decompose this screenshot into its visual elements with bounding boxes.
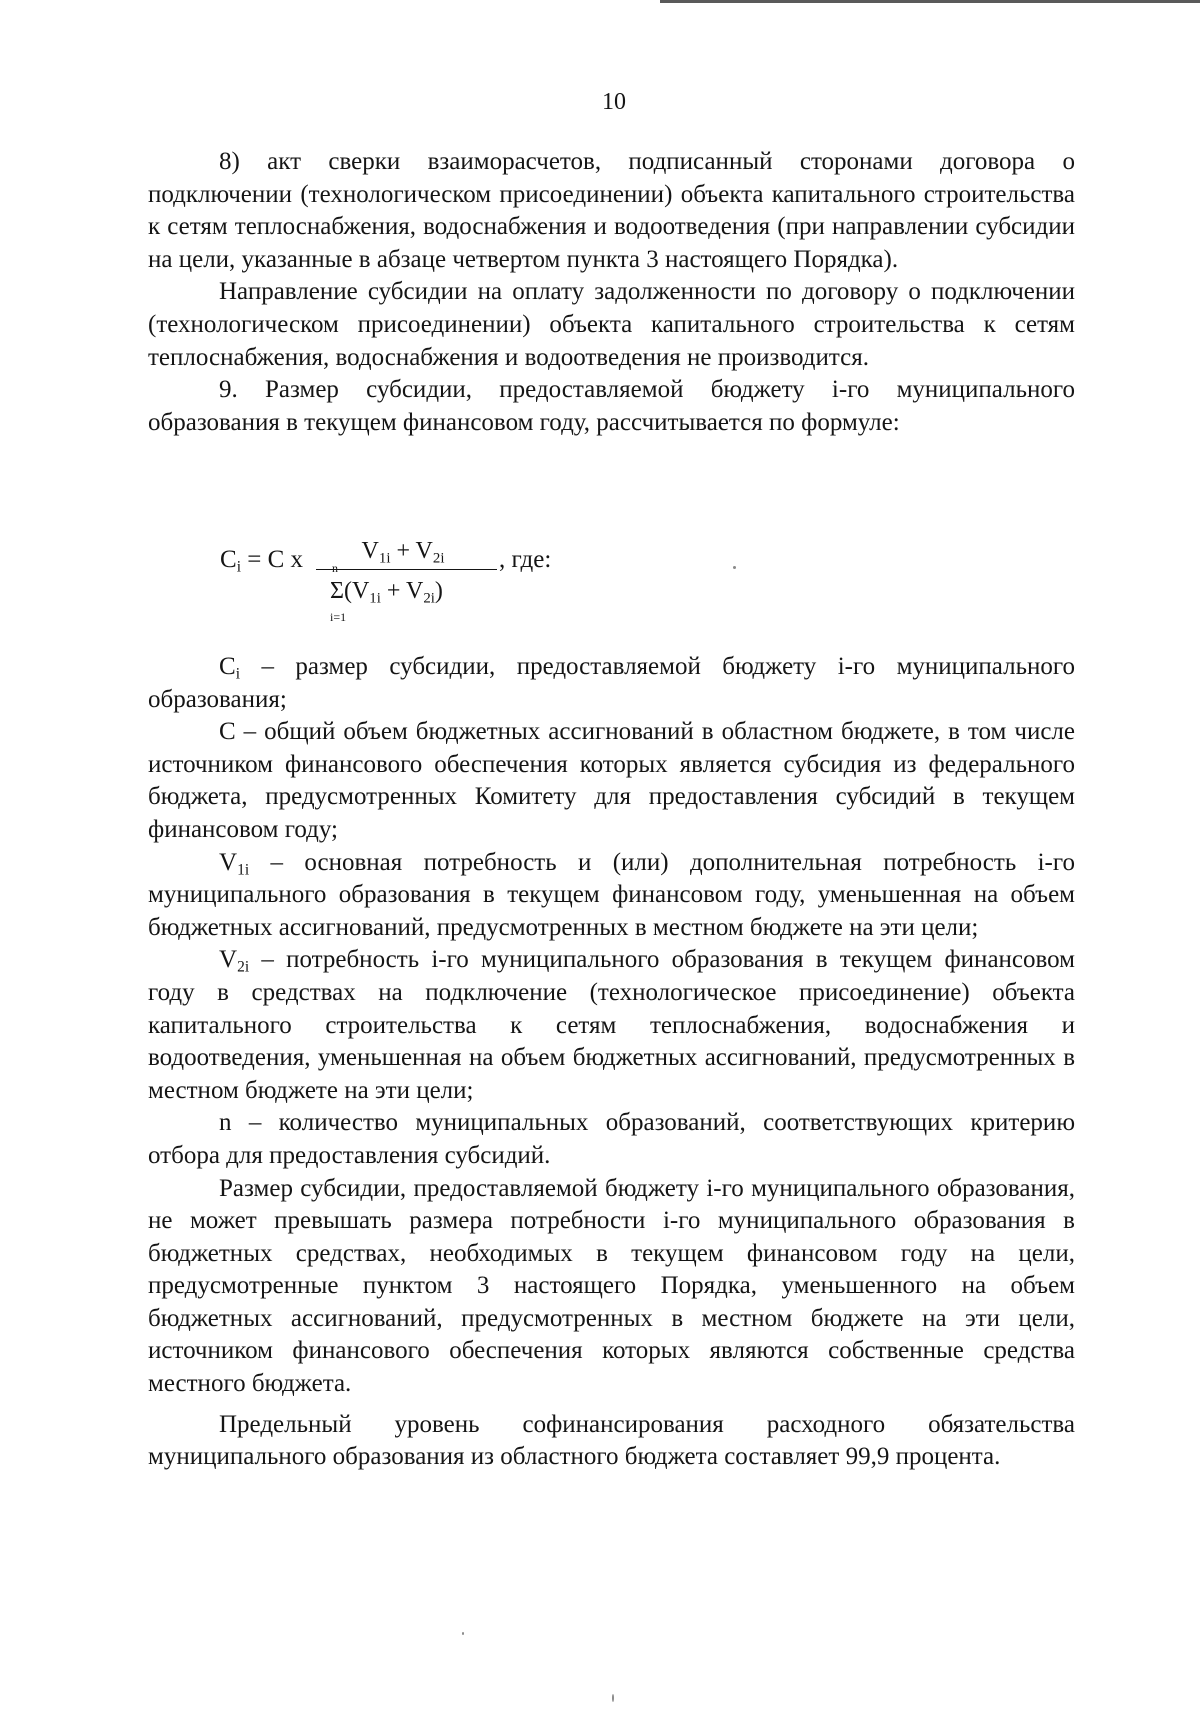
- body-text-top: [148, 146, 1075, 439]
- definition-n: n – количество муниципальных образований, соответствующих критерию отбора для предоставления субсидий.: [148, 1109, 1075, 1169]
- fraction-line: [316, 569, 497, 570]
- page-number: 10: [602, 89, 626, 115]
- definition-ci: $C_i$ – размер субсидии, предоставляемой бюджету i-го муниципального образования;: [148, 653, 1075, 713]
- scan-speck: [733, 566, 736, 569]
- sum-lower-limit: i=1: [330, 610, 347, 624]
- definition-v1i: $V_{1i}$ – основная потребность и (или) дополнительная потребность i-го муниципального образования в текущем финансовом году, уменьшенная на объем бюджетных ассигнований, предусмотренных в местном бюджете на эти цели;: [148, 848, 1075, 941]
- formula-where: , где:: [499, 546, 552, 573]
- formula-denominator: $\Sigma(V_{1i} + V_{2i})$: [330, 578, 443, 607]
- paragraph-item-8: 8) акт сверки взаиморасчетов, подписанный сторонами договора о подключении (технологическом присоединении) объекта капитального строительства к сетям теплоснабжения, водоснабжения и водоотведения (при направлении субсидии на цели, указанные в абзаце четвертом пункта 3 настоящего Порядка).: [148, 148, 1075, 273]
- paragraph-cofinancing-level: Предельный уровень софинансирования расходного обязательства муниципального образования из областного бюджета составляет 99,9 процента.: [148, 1410, 1075, 1471]
- subsidy-formula: [220, 538, 720, 628]
- body-text-definitions: [148, 651, 1075, 1474]
- paragraph-debt-note: Направление субсидии на оплату задолженности по договору о подключении (технологическом присоединении) объекта капитального строительства к сетям теплоснабжения, водоснабжения и водоотведения не производится.: [148, 278, 1075, 371]
- scan-speck: [612, 1694, 614, 1702]
- definition-v2i: $V_{2i}$ – потребность i-го муниципального образования в текущем финансовом году в средствах на подключение (технологическое присоединение) объекта капитального строительства к сетям теплоснабжения, водоснабжения и водоотведения, уменьшенная на объем бюджетных ассигнований, предусмотренных в местном бюджете на эти цели;: [148, 946, 1075, 1104]
- scan-speck: [462, 1632, 464, 1635]
- scan-edge-line: [660, 0, 1200, 3]
- formula-numerator: $V_{1i} + V_{2i}$: [361, 538, 445, 567]
- paragraph-item-9: 9. Размер субсидии, предоставляемой бюджету i-го муниципального образования в текущем финансовом году, рассчитывается по формуле:: [148, 376, 1075, 436]
- sigma-symbol: Σ: [330, 578, 344, 604]
- sum-upper-limit: n: [332, 561, 338, 575]
- formula-lhs: $C_i = C$ x: [220, 546, 304, 576]
- definition-c: С – общий объем бюджетных ассигнований в областном бюджете, в том числе источником финансового обеспечения которых является субсидия из федерального бюджета, предусмотренных Комитету для предоставления субсидий в текущем финансовом году;: [148, 718, 1075, 843]
- paragraph-subsidy-limit: Размер субсидии, предоставляемой бюджету i-го муниципального образования, не может превышать размера потребности i-го муниципального образования в бюджетных средствах, необходимых в текущем финансовом году на цели, предусмотренные пунктом 3 настоящего Порядка, уменьшенного на объем бюджетных ассигнований, предусмотренных в местном бюджете на эти цели, источником финансового обеспечения которых являются собственные средства местного бюджета.: [148, 1174, 1075, 1398]
